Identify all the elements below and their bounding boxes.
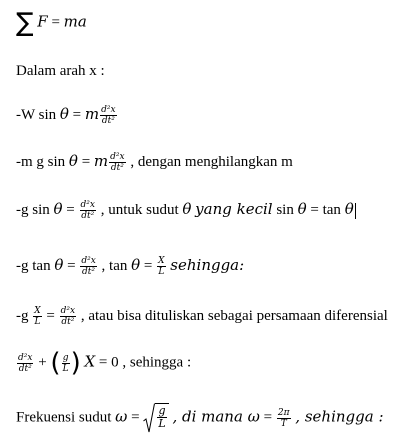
prefix-text: -g sin [16,201,50,218]
prefix-text: -m g sin [16,153,66,170]
plus: + [38,354,47,371]
frac-denominator: L [34,317,41,327]
frac-numerator: d²x [80,200,95,210]
text-cursor [355,203,356,219]
equation-g-tan [16,256,244,277]
omega-symbol: ω [115,407,128,426]
left-paren: ( [50,348,61,378]
frac-numerator-2: g [62,352,69,363]
sin-text: sin [276,201,294,218]
tan-text: tan [322,201,341,218]
radicand [155,403,168,433]
italic-text: sehingga: [170,255,245,274]
prefix-text: -g tan [16,257,51,274]
square-root [143,403,168,433]
prefix-text: -g [16,307,29,324]
theta-symbol-2: θ [182,199,192,218]
frac-denominator-2: L [62,363,69,374]
prefix-text: -W sin [16,106,57,123]
zero: 0 [111,354,119,371]
var-ma: ma [63,12,87,31]
theta-symbol: θ [54,255,64,274]
equals: = [98,354,108,371]
equation-angular-frequency [16,403,384,433]
equals: = [67,257,76,274]
fraction-d2x-dt2 [80,200,96,221]
sum-symbol: ∑ [16,8,34,38]
equation-mg-sin [16,152,293,173]
frac-denominator-2: L [158,267,165,277]
equation-g-sin [16,200,356,221]
italic-text: yang kecil [195,199,273,218]
frac-numerator-2: d²x [60,306,76,316]
theta-symbol: θ [68,151,78,170]
equals-2: = [310,201,319,218]
fraction-d2x-dt2 [80,256,96,277]
fraction-d2x-dt2 [60,306,76,327]
italic-text-2: , sehingga : [295,407,384,426]
frac-denominator: dt² [81,211,95,221]
fraction-x-over-l [157,256,165,277]
frac-numerator: d²x [18,352,33,363]
equals-2: = [263,409,273,426]
equals: = [81,153,91,170]
suffix-text: , dengan menghilangkan m [130,153,293,170]
frac-numerator: d²x [81,256,96,266]
fraction-2pi-over-t [277,408,291,429]
frac-numerator: d²x [101,105,116,115]
frac-numerator: X [34,306,41,316]
mid-text: , untuk sudut [100,201,179,218]
theta-symbol-4: θ [344,199,354,218]
fraction-g-over-l [62,353,70,374]
equation-g-x-over-l [16,306,388,327]
italic-text: , di mana ω [172,407,260,426]
equation-w-sin [16,105,118,126]
frac-denominator-2: T [280,418,287,429]
theta-symbol-3: θ [297,199,307,218]
theta-symbol: θ [59,104,69,123]
frac-denominator: dt² [110,163,124,173]
var-m: m [84,104,100,123]
mid-text: , tan [101,257,128,274]
theta-symbol: θ [53,199,63,218]
frac-denominator: L [158,417,166,430]
equals: = [51,14,60,31]
right-paren: ) [70,348,81,378]
var-f: F [37,12,48,31]
radical-sign [143,403,155,433]
equals-2: = [143,257,153,274]
frac-numerator: g [158,404,166,417]
frac-denominator-2: dt² [61,317,75,327]
fraction-d2x-dt2 [100,105,116,126]
equals: = [72,106,82,123]
equals: = [46,307,55,324]
var-m: m [93,151,109,170]
frac-denominator: dt² [82,267,96,277]
fraction-x-over-l [33,306,41,327]
fraction-g-over-l [157,405,166,430]
suffix-text: , sehingga : [122,354,192,371]
prefix-text: Frekuensi sudut [16,409,112,426]
equals: = [131,409,140,426]
frac-numerator-2: 2π [277,407,290,418]
equals: = [66,201,75,218]
equation-newton [16,10,87,36]
frac-numerator: d²x [110,152,125,162]
theta-symbol-2: θ [131,255,141,274]
fraction-d2x-dt2 [17,353,33,374]
equation-differential [16,350,191,376]
frac-denominator: dt² [18,363,32,374]
frac-denominator: dt² [101,116,115,126]
var-x: X [84,352,96,371]
fraction-d2x-dt2 [109,152,125,173]
text-direction-x: Dalam arah x : [16,63,105,79]
suffix-text: , atau bisa dituliskan sebagai persamaan diferensial [80,307,388,324]
frac-numerator-2: X [158,256,165,266]
